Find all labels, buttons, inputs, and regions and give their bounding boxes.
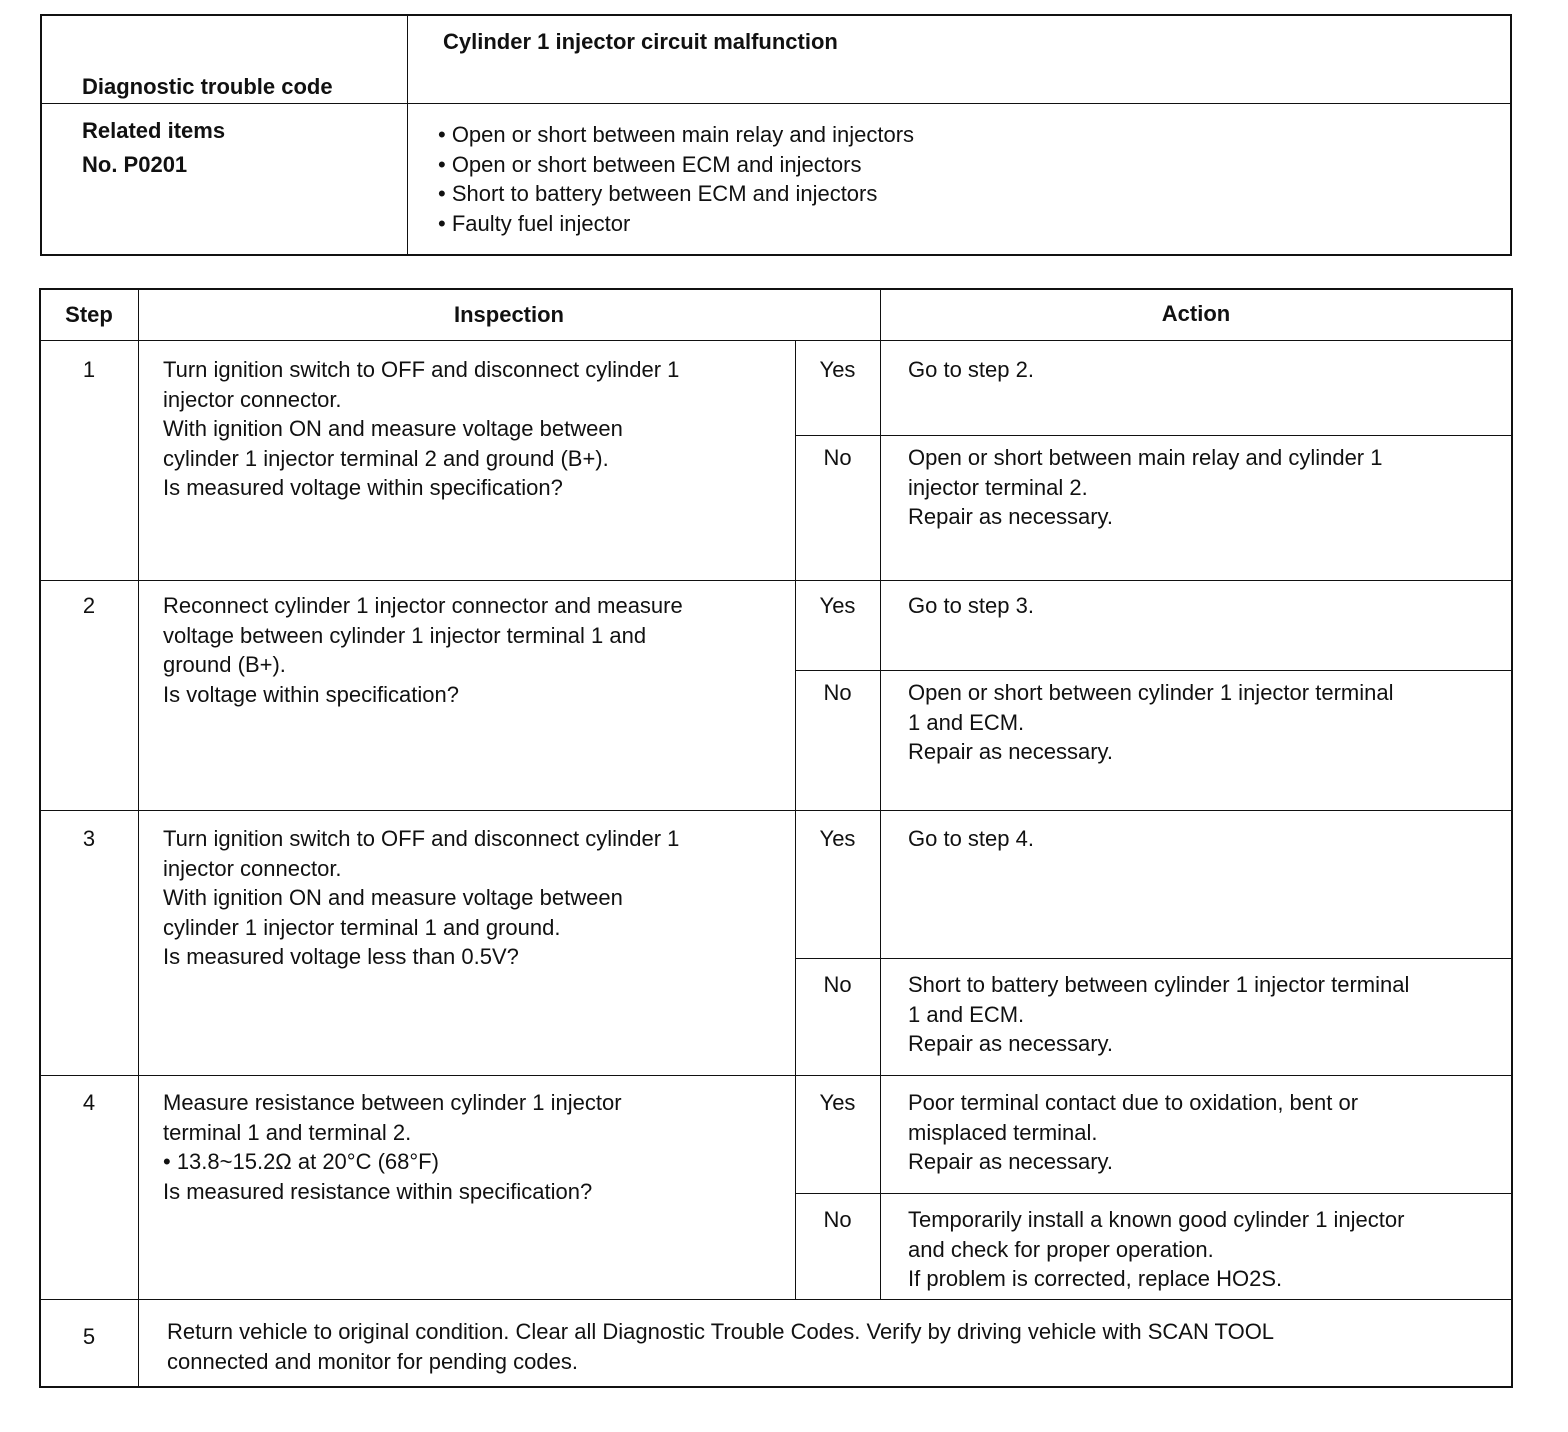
no-label: No [823, 680, 852, 705]
no-action: Short to battery between cylinder 1 injector terminal 1 and ECM. Repair as necessary. [908, 972, 1410, 1056]
yes-action: Go to step 3. [908, 593, 1034, 618]
yes-action: Go to step 4. [908, 826, 1034, 851]
dtc-title: Cylinder 1 injector circuit malfunction [443, 29, 838, 54]
no-label: No [823, 972, 852, 997]
yes-label: Yes [819, 593, 856, 618]
final-step-text: Return vehicle to original condition. Clear all Diagnostic Trouble Codes. Verify by driving vehicle with SCAN TOOL connected and monitor for pending codes. [167, 1319, 1275, 1374]
no-label: No [823, 1207, 852, 1232]
related-item: • Short to battery between ECM and injectors [438, 181, 878, 206]
step-column-divider [138, 289, 139, 1387]
header-divider-vertical [407, 15, 408, 255]
inspection-text: Turn ignition switch to OFF and disconnect cylinder 1 injector connector. With ignition ON and measure voltage between cylinder 1 injector terminal 2 and ground (B+). Is measured voltage within specification? [163, 357, 680, 500]
related-items-list [438, 120, 914, 238]
table-header-divider [40, 340, 1512, 341]
yes-label: Yes [819, 357, 856, 382]
step-number: 1 [82, 357, 96, 382]
row-divider [40, 1299, 1512, 1300]
yes-action: Poor terminal contact due to oxidation, bent or misplaced terminal. Repair as necessary. [908, 1090, 1359, 1174]
related-item: • Faulty fuel injector [438, 210, 631, 236]
yes-label: Yes [819, 1090, 856, 1115]
row-divider [40, 1075, 1512, 1076]
action-column-divider [880, 289, 881, 1300]
step-number: 2 [82, 593, 96, 618]
no-label: No [823, 445, 852, 470]
yes-no-divider [795, 1193, 1512, 1194]
column-header-step: Step [65, 302, 113, 327]
column-header-action: Action [1161, 301, 1231, 326]
yes-action: Go to step 2. [908, 357, 1034, 382]
step-number: 3 [82, 826, 96, 851]
yes-no-divider [795, 958, 1512, 959]
no-action: Open or short between main relay and cylinder 1 injector terminal 2. Repair as necessary. [908, 445, 1383, 529]
related-items-label: Related items [82, 118, 226, 143]
step-number: 5 [82, 1324, 96, 1349]
inspection-text: Reconnect cylinder 1 injector connector and measure voltage between cylinder 1 injector terminal 1 and ground (B+). Is voltage within specification? [163, 593, 683, 707]
related-item: • Open or short between main relay and injectors [438, 122, 915, 147]
step-number: 4 [82, 1090, 96, 1115]
yes-label: Yes [819, 826, 856, 851]
yes-no-divider [795, 435, 1512, 436]
inspection-text: Turn ignition switch to OFF and disconnect cylinder 1 injector connector. With ignition ON and measure voltage between cylinder 1 injector terminal 1 and ground. Is measured voltage less than 0.5V? [163, 826, 680, 969]
related-item: • Open or short between ECM and injectors [438, 151, 862, 177]
inspection-yesno-divider [795, 340, 796, 1300]
no-action: Open or short between cylinder 1 injector terminal 1 and ECM. Repair as necessary. [908, 680, 1394, 764]
yes-no-divider [795, 670, 1512, 671]
dtc-code: No. P0201 [82, 152, 188, 177]
no-action: Temporarily install a known good cylinder 1 injector and check for proper operation. If problem is corrected, replace HO2S. [908, 1207, 1405, 1291]
row-divider [40, 810, 1512, 811]
row-divider [40, 580, 1512, 581]
dtc-label-line1: Diagnostic trouble code [82, 74, 333, 99]
column-header-inspection: Inspection [453, 302, 564, 327]
inspection-text: Measure resistance between cylinder 1 injector terminal 1 and terminal 2. • 13.8~15.2Ω at 20°C (68°F) Is measured resistance within specification? [163, 1090, 622, 1204]
